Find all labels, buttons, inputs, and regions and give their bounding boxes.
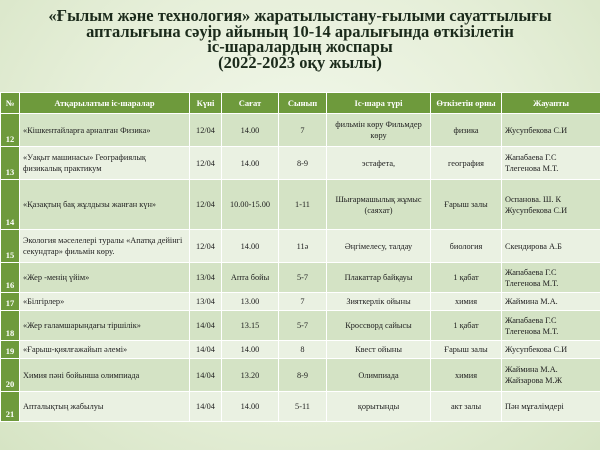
row-responsible: Оспанова. Ш. К Жусупбекова С.И	[502, 180, 600, 230]
row-type: Зияткерлік ойыны	[327, 293, 431, 311]
row-place: 1 қабат	[431, 263, 502, 293]
row-place: физика	[431, 114, 502, 147]
row-grade: 8-9	[279, 147, 327, 180]
row-responsible: Скендирова А.Б	[502, 230, 600, 263]
row-number: 18	[1, 311, 20, 341]
row-type: эстафета,	[327, 147, 431, 180]
row-event: «Ғарыш-қиялғажайып әлемі»	[20, 341, 190, 359]
title-line-2: апталығына сәуір айының 10-14 аралығында өткізілетін	[86, 21, 514, 41]
row-date: 14/04	[190, 311, 222, 341]
row-time: 14.00	[222, 392, 279, 422]
row-number: 13	[1, 147, 20, 180]
row-time: Апта бойы	[222, 263, 279, 293]
row-date: 13/04	[190, 293, 222, 311]
row-responsible: Жаймина М.А. Жайзарова М.Ж	[502, 359, 600, 392]
row-number: 12	[1, 114, 20, 147]
header-date: Күні	[190, 93, 222, 114]
row-event: «Жер -менің үйім»	[20, 263, 190, 293]
row-number: 20	[1, 359, 20, 392]
row-time: 13.15	[222, 311, 279, 341]
header-time: Сағат	[222, 93, 279, 114]
events-table	[0, 92, 600, 422]
row-number: 19	[1, 341, 20, 359]
row-grade: 7	[279, 293, 327, 311]
table-row	[1, 180, 600, 230]
row-place: 1 қабат	[431, 311, 502, 341]
row-type: Кроссворд сайысы	[327, 311, 431, 341]
row-type: Әңгімелесу, талдау	[327, 230, 431, 263]
table-row	[1, 114, 600, 147]
row-responsible: Жусупбекова С.И	[502, 114, 600, 147]
row-event: Химия пәні бойынша олимпиада	[20, 359, 190, 392]
row-time: 14.00	[222, 147, 279, 180]
row-type: Шығармашылық жұмыс (саяхат)	[327, 180, 431, 230]
row-place: химия	[431, 293, 502, 311]
row-type: Олимпиада	[327, 359, 431, 392]
row-responsible: Жаймина М.А.	[502, 293, 600, 311]
row-place: химия	[431, 359, 502, 392]
row-place: биология	[431, 230, 502, 263]
row-date: 13/04	[190, 263, 222, 293]
row-grade: 8	[279, 341, 327, 359]
row-responsible: Жапабаева Г.С Тлегенова М.Т.	[502, 311, 600, 341]
header-number: №	[1, 93, 20, 114]
row-grade: 5-7	[279, 311, 327, 341]
header-event: Атқарылатын іс-шаралар	[20, 93, 190, 114]
row-event: «Жер ғаламшарындағы тіршілік»	[20, 311, 190, 341]
row-place: акт залы	[431, 392, 502, 422]
row-event: «Қазақтың бақ жұлдызы жанған күн»	[20, 180, 190, 230]
table-row	[1, 392, 600, 422]
row-place: Ғарыш залы	[431, 180, 502, 230]
row-time: 13.00	[222, 293, 279, 311]
row-grade: 1-11	[279, 180, 327, 230]
row-date: 12/04	[190, 147, 222, 180]
row-type: қорытынды	[327, 392, 431, 422]
row-time: 14.00	[222, 230, 279, 263]
row-date: 12/04	[190, 230, 222, 263]
document-title	[0, 0, 600, 92]
row-event: Апталықтың жабылуы	[20, 392, 190, 422]
header-place: Өткізетін орны	[431, 93, 502, 114]
row-date: 12/04	[190, 180, 222, 230]
row-grade: 7	[279, 114, 327, 147]
title-line-4: (2022-2023 оқу жылы)	[218, 52, 382, 72]
row-type: фильмін көру Фильмдер көру	[327, 114, 431, 147]
row-date: 12/04	[190, 114, 222, 147]
row-type: Квест ойыны	[327, 341, 431, 359]
header-type: Іс-шара түрі	[327, 93, 431, 114]
row-number: 14	[1, 180, 20, 230]
row-grade: 5-7	[279, 263, 327, 293]
row-date: 14/04	[190, 392, 222, 422]
row-responsible: Жусупбекова С.И	[502, 341, 600, 359]
row-time: 14.00	[222, 341, 279, 359]
row-number: 17	[1, 293, 20, 311]
row-place: Ғарыш залы	[431, 341, 502, 359]
row-responsible: Жапабаева Г.С Тлегенова М.Т.	[502, 147, 600, 180]
table-row	[1, 311, 600, 341]
table-row	[1, 230, 600, 263]
title-line-3: іс-шаралардың жоспары	[207, 37, 393, 56]
row-time: 10.00-15.00	[222, 180, 279, 230]
row-grade: 8-9	[279, 359, 327, 392]
row-date: 14/04	[190, 359, 222, 392]
row-time: 14.00	[222, 114, 279, 147]
row-number: 21	[1, 392, 20, 422]
table-row	[1, 341, 600, 359]
header-grade: Сынып	[279, 93, 327, 114]
row-grade: 5-11	[279, 392, 327, 422]
title-line-1: «Ғылым және технология» жаратылыстану-ғылыми сауаттылығы	[48, 6, 552, 25]
row-number: 16	[1, 263, 20, 293]
table-row	[1, 147, 600, 180]
row-event: Экология мәселелері туралы «Апатқа дейінгі секундтар» фильмін көру.	[20, 230, 190, 263]
row-event: «Уақыт машинасы» Географиялық физикалық практикум	[20, 147, 190, 180]
row-type: Плакаттар байқауы	[327, 263, 431, 293]
table-row	[1, 263, 600, 293]
row-number: 15	[1, 230, 20, 263]
row-time: 13.20	[222, 359, 279, 392]
table-row	[1, 359, 600, 392]
row-event: «Кішкентайларға арналған Физика»	[20, 114, 190, 147]
row-event: «Білгірлер»	[20, 293, 190, 311]
row-date: 14/04	[190, 341, 222, 359]
row-place: география	[431, 147, 502, 180]
row-responsible: Жапабаева Г.С Тлегенова М.Т.	[502, 263, 600, 293]
row-responsible: Пән мұғалімдері	[502, 392, 600, 422]
header-responsible: Жауапты	[502, 93, 600, 114]
row-grade: 11ә	[279, 230, 327, 263]
table-row	[1, 293, 600, 311]
table-header-row	[1, 93, 600, 114]
